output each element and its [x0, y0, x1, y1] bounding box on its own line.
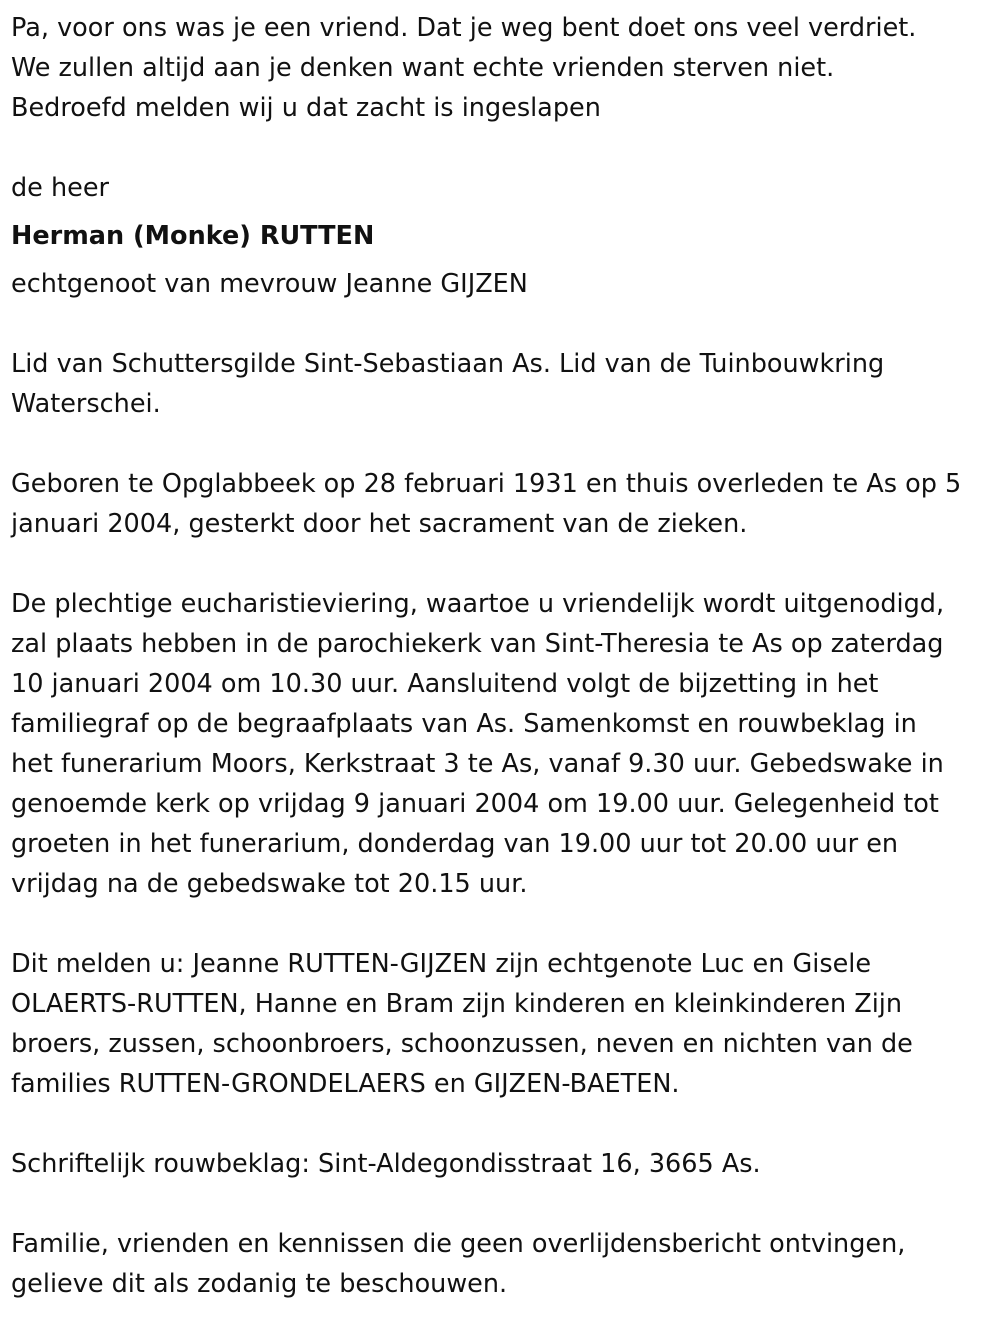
condolence-address: Schriftelijk rouwbeklag: Sint-Aldegondisstraat 16, 3665 As.	[11, 1149, 761, 1179]
spacer	[11, 304, 1000, 344]
membership-text: Lid van Schuttersgilde Sint-Sebastiaan As. Lid van de Tuinbouwkring Waterschei.	[11, 349, 885, 419]
intro-text: Pa, voor ons was je een vriend. Dat je weg bent doet ons veel verdriet. We zullen altijd aan je denken want echte vrienden sterven niet. Bedroefd melden wij u dat zacht is ingeslapen	[11, 13, 917, 123]
deceased-name: Herman (Monke) RUTTEN	[11, 221, 375, 251]
honorific: de heer	[11, 173, 110, 203]
spacer	[11, 424, 1000, 464]
announcers-text: Dit melden u: Jeanne RUTTEN-GIJZEN zijn echtgenote Luc en Gisele OLAERTS-RUTTEN, Hanne en Bram zijn kinderen en kleinkinderen Zijn broers, zussen, schoonbroers, schoonzussen, neven en nichten van de families RUTTEN-GRONDELAERS en GIJZEN-BAETEN.	[11, 949, 913, 1099]
birth-death-text: Geboren te Opglabbeek op 28 februari 1931 en thuis overleden te As op 5 januari 2004, gesterkt door het sacrament van de zieken.	[11, 469, 962, 539]
closing-text: Familie, vrienden en kennissen die geen overlijdensbericht ontvingen, gelieve dit als zodanig te beschouwen.	[11, 1229, 906, 1299]
spacer	[11, 1104, 1000, 1144]
spacer	[11, 1184, 1000, 1224]
spouse-line: echtgenoot van mevrouw Jeanne GIJZEN	[11, 269, 528, 299]
spacer	[11, 128, 1000, 168]
spacer	[11, 544, 1000, 584]
ceremony-text: De plechtige eucharistieviering, waartoe u vriendelijk wordt uitgenodigd, zal plaats hebben in de parochiekerk van Sint-Theresia te As op zaterdag 10 januari 2004 om 10.30 uur. Aansluitend volgt de bijzetting in het familiegraf op de begraafplaats van As. Samenkomst en rouwbeklag in het funerarium Moors, Kerkstraat 3 te As, vanaf 9.30 uur. Gebedswake in genoemde kerk op vrijdag 9 januari 2004 om 19.00 uur. Gelegenheid tot groeten in het funerarium, donderdag van 19.00 uur tot 20.00 uur en vrijdag na de gebedswake tot 20.15 uur.	[11, 589, 945, 899]
spacer	[11, 904, 1000, 944]
